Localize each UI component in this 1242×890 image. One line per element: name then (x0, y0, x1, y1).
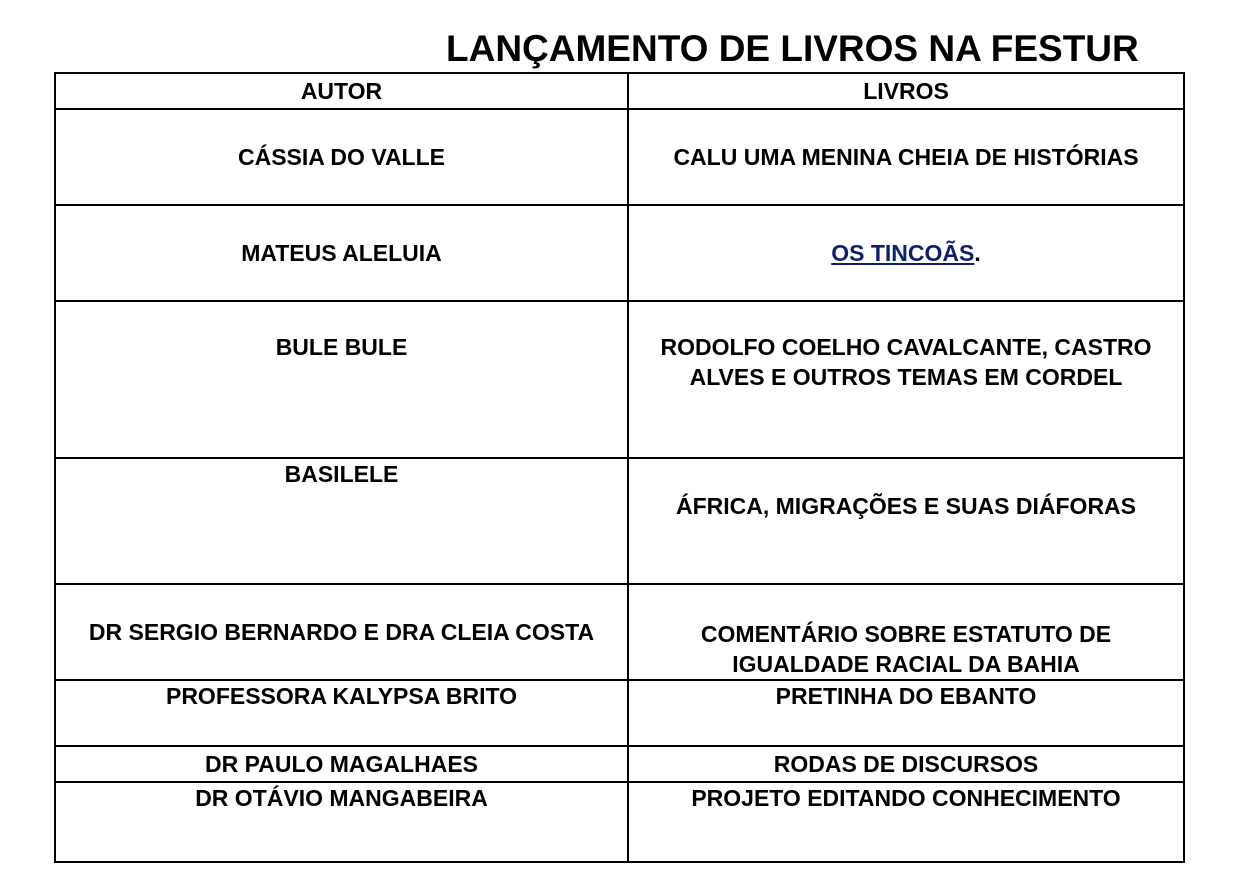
table-row (55, 301, 1184, 458)
books-table (54, 72, 1185, 863)
book-cell: RODAS DE DISCURSOS (628, 746, 1184, 782)
table-row (55, 782, 1184, 862)
author-cell: DR OTÁVIO MANGABEIRA (55, 782, 628, 862)
table-row (55, 109, 1184, 205)
table-header-row (55, 73, 1184, 109)
author-cell: PROFESSORA KALYPSA BRITO (55, 680, 628, 746)
book-cell: COMENTÁRIO SOBRE ESTATUTO DE IGUALDADE RACIAL DA BAHIA (628, 584, 1184, 680)
author-cell: MATEUS ALELUIA (55, 205, 628, 301)
author-cell: BULE BULE (55, 301, 628, 458)
author-cell: DR PAULO MAGALHAES (55, 746, 628, 782)
book-cell: PRETINHA DO EBANTO (628, 680, 1184, 746)
book-cell: PROJETO EDITANDO CONHECIMENTO (628, 782, 1184, 862)
author-cell: CÁSSIA DO VALLE (55, 109, 628, 205)
column-header-author: AUTOR (55, 73, 628, 109)
column-header-books: LIVROS (628, 73, 1184, 109)
book-cell: CALU UMA MENINA CHEIA DE HISTÓRIAS (628, 109, 1184, 205)
book-cell (628, 205, 1184, 301)
table-row (55, 205, 1184, 301)
table-row (55, 584, 1184, 680)
book-cell: RODOLFO COELHO CAVALCANTE, CASTRO ALVES E OUTROS TEMAS EM CORDEL (628, 301, 1184, 458)
author-cell: DR SERGIO BERNARDO E DRA CLEIA COSTA (55, 584, 628, 680)
book-link[interactable]: OS TINCOÃS (831, 240, 975, 266)
table-row (55, 680, 1184, 746)
author-cell: BASILELE (55, 458, 628, 584)
table-row (55, 746, 1184, 782)
book-link-suffix: . (974, 240, 981, 266)
page-title: LANÇAMENTO DE LIVROS NA FESTUR (446, 28, 1139, 69)
table-row (55, 458, 1184, 584)
book-cell: ÁFRICA, MIGRAÇÕES E SUAS DIÁFORAS (628, 458, 1184, 584)
